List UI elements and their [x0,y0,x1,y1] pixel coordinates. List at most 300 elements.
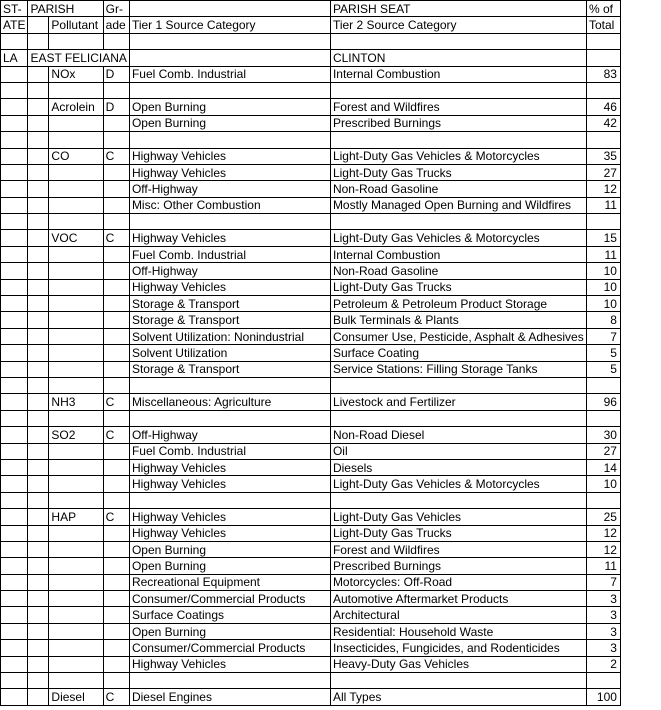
tier2-cell: Non-Road Diesel [330,427,586,443]
tier2-cell: Heavy-Duty Gas Vehicles [330,656,586,672]
tier1-cell: Highway Vehicles [129,459,330,475]
parish-cell [28,246,49,262]
table-row [1,296,621,312]
state-cell [1,312,28,328]
tier2-cell: Light-Duty Gas Vehicles & Motorcycles [330,230,586,246]
tier2-cell: Automotive Aftermarket Products [330,591,586,607]
parish-cell [28,476,49,492]
spacer-cell [129,132,330,148]
parish-cell [28,558,49,574]
pollutant-cell [49,459,103,475]
grade-cell: C [103,394,129,410]
spacer-cell [1,673,28,689]
grade-cell [103,361,129,377]
state-cell [1,66,28,82]
header-parish-seat: PARISH SEAT [330,1,586,17]
pollutant-cell [49,623,103,639]
location-blank [129,50,330,66]
tier2-cell: Consumer Use, Pesticide, Asphalt & Adhesives [330,328,586,344]
spacer-cell [49,673,103,689]
spacer-cell [586,132,620,148]
parish-cell [28,296,49,312]
parish-cell [28,509,49,525]
tier1-cell: Off-Highway [129,263,330,279]
percent-cell: 14 [586,459,620,475]
parish-cell [28,99,49,115]
spacer-cell [129,673,330,689]
spacer-cell [129,82,330,98]
spacer-cell [330,214,586,230]
tier2-cell: Light-Duty Gas Vehicles & Motorcycles [330,148,586,164]
grade-cell [103,345,129,361]
table-row [1,99,621,115]
spacer-cell [49,132,103,148]
tier1-cell: Off-Highway [129,427,330,443]
spacer-cell [28,214,49,230]
spacer-cell [330,377,586,393]
parish-cell [28,197,49,213]
spacer-cell [103,132,129,148]
percent-cell: 10 [586,296,620,312]
spacer-cell [1,214,28,230]
spacer-row [1,33,621,49]
location-seat: CLINTON [330,50,586,66]
tier2-cell: Light-Duty Gas Trucks [330,525,586,541]
table-row [1,263,621,279]
parish-cell [28,640,49,656]
state-cell [1,263,28,279]
spacer-row [1,492,621,508]
header-pollutant: Pollutant [49,17,103,33]
spacer-cell [103,492,129,508]
tier2-cell: Mostly Managed Open Burning and Wildfires [330,197,586,213]
spacer-cell [586,377,620,393]
grade-cell [103,558,129,574]
pollutant-cell: SO2 [49,427,103,443]
header-grade: Gr- [103,1,129,17]
state-cell [1,197,28,213]
grade-cell [103,164,129,180]
grade-cell: D [103,99,129,115]
tier2-cell: Internal Combustion [330,246,586,262]
table-row [1,246,621,262]
table-row [1,607,621,623]
percent-cell: 46 [586,99,620,115]
state-cell [1,525,28,541]
percent-cell: 83 [586,66,620,82]
header-blank-2 [28,17,49,33]
state-cell [1,656,28,672]
pollutant-cell [49,279,103,295]
spacer-cell [1,410,28,426]
state-cell [1,427,28,443]
header-row-1 [1,1,621,17]
tier1-cell: Highway Vehicles [129,230,330,246]
grade-cell [103,197,129,213]
tier1-cell: Off-Highway [129,181,330,197]
pollutant-cell [49,115,103,131]
grade-cell [103,476,129,492]
pollutant-cell [49,197,103,213]
state-cell [1,623,28,639]
header-tier2: Tier 2 Source Category [330,17,586,33]
parish-cell [28,230,49,246]
spacer-cell [28,673,49,689]
spacer-cell [129,377,330,393]
parish-cell [28,689,49,705]
table-row [1,66,621,82]
parish-cell [28,181,49,197]
spacer-cell [1,132,28,148]
grade-cell [103,263,129,279]
header-tier1: Tier 1 Source Category [129,17,330,33]
grade-cell [103,181,129,197]
percent-cell: 27 [586,164,620,180]
grade-cell [103,541,129,557]
parish-cell [28,312,49,328]
pollutant-cell [49,361,103,377]
spacer-cell [49,214,103,230]
spacer-row [1,82,621,98]
table-row [1,591,621,607]
spacer-cell [586,410,620,426]
spacer-cell [586,673,620,689]
state-cell [1,296,28,312]
parish-cell [28,164,49,180]
parish-cell [28,328,49,344]
parish-cell [28,345,49,361]
pollutant-cell [49,443,103,459]
pollutant-cell [49,328,103,344]
tier2-cell: Architectural [330,607,586,623]
grade-cell: C [103,230,129,246]
spacer-cell [49,377,103,393]
spacer-cell [28,410,49,426]
percent-cell: 30 [586,427,620,443]
percent-cell: 42 [586,115,620,131]
grade-cell [103,246,129,262]
spacer-cell [103,214,129,230]
spacer-cell [330,492,586,508]
state-cell [1,459,28,475]
tier2-cell: Diesels [330,459,586,475]
spacer-cell [103,82,129,98]
pollutant-cell [49,476,103,492]
table-row [1,328,621,344]
grade-cell [103,525,129,541]
grade-cell [103,656,129,672]
spacer-cell [49,82,103,98]
spacer-cell [1,377,28,393]
parish-cell [28,541,49,557]
tier1-cell: Fuel Comb. Industrial [129,66,330,82]
grade-cell [103,459,129,475]
state-cell [1,689,28,705]
percent-cell: 10 [586,476,620,492]
percent-cell: 8 [586,312,620,328]
percent-cell: 11 [586,558,620,574]
table-row [1,558,621,574]
emissions-table-body [1,1,621,706]
spacer-row [1,377,621,393]
tier2-cell: Livestock and Fertilizer [330,394,586,410]
pollutant-cell: VOC [49,230,103,246]
pollutant-cell: HAP [49,509,103,525]
parish-cell [28,66,49,82]
grade-cell [103,574,129,590]
grade-cell [103,312,129,328]
percent-cell: 5 [586,361,620,377]
tier1-cell: Highway Vehicles [129,656,330,672]
header-state-2: ATE [1,17,28,33]
state-cell [1,558,28,574]
table-row [1,361,621,377]
table-row [1,115,621,131]
state-cell [1,394,28,410]
spacer-row [1,673,621,689]
tier1-cell: Storage & Transport [129,312,330,328]
tier1-cell: Solvent Utilization: Nonindustrial [129,328,330,344]
tier1-cell: Storage & Transport [129,296,330,312]
spacer-cell [586,214,620,230]
tier2-cell: Insecticides, Fungicides, and Rodenticides [330,640,586,656]
tier1-cell: Recreational Equipment [129,574,330,590]
location-state: LA [1,50,28,66]
grade-cell [103,115,129,131]
pollutant-cell [49,558,103,574]
tier1-cell: Open Burning [129,558,330,574]
location-parish: EAST FELICIANA [28,50,129,66]
grade-cell: C [103,148,129,164]
percent-cell: 10 [586,263,620,279]
percent-cell: 10 [586,279,620,295]
tier1-cell: Highway Vehicles [129,164,330,180]
percent-cell: 25 [586,509,620,525]
header-row-2 [1,17,621,33]
state-cell [1,164,28,180]
pollutant-cell [49,541,103,557]
table-row [1,476,621,492]
pollutant-cell [49,525,103,541]
tier2-cell: Oil [330,443,586,459]
table-row [1,427,621,443]
spacer-cell [1,82,28,98]
table-row [1,689,621,705]
state-cell [1,230,28,246]
tier1-cell: Highway Vehicles [129,476,330,492]
tier2-cell: All Types [330,689,586,705]
parish-cell [28,148,49,164]
parish-cell [28,591,49,607]
pollutant-cell [49,263,103,279]
spacer-cell [49,492,103,508]
table-row [1,574,621,590]
percent-cell: 27 [586,443,620,459]
grade-cell [103,607,129,623]
spacer-cell [330,82,586,98]
grade-cell: C [103,689,129,705]
percent-cell: 96 [586,394,620,410]
spacer-cell [28,132,49,148]
tier2-cell: Residential: Household Waste [330,623,586,639]
tier2-cell: Non-Road Gasoline [330,263,586,279]
table-row [1,509,621,525]
pollutant-cell [49,591,103,607]
header-parish: PARISH [28,1,103,17]
table-row [1,443,621,459]
state-cell [1,115,28,131]
state-cell [1,476,28,492]
tier2-cell: Non-Road Gasoline [330,181,586,197]
tier2-cell: Service Stations: Filling Storage Tanks [330,361,586,377]
grade-cell [103,623,129,639]
grade-cell [103,279,129,295]
parish-cell [28,427,49,443]
tier2-cell: Bulk Terminals & Plants [330,312,586,328]
pollutant-cell [49,246,103,262]
state-cell [1,99,28,115]
spacer-row [1,214,621,230]
state-cell [1,443,28,459]
parish-cell [28,361,49,377]
parish-cell [28,443,49,459]
parish-cell [28,607,49,623]
pollutant-cell: NH3 [49,394,103,410]
tier1-cell: Open Burning [129,541,330,557]
tier1-cell: Storage & Transport [129,361,330,377]
table-row [1,623,621,639]
spacer-cell [330,673,586,689]
percent-cell: 11 [586,246,620,262]
tier2-cell: Internal Combustion [330,66,586,82]
spacer-cell [129,214,330,230]
tier2-cell: Light-Duty Gas Trucks [330,164,586,180]
state-cell [1,361,28,377]
tier1-cell: Miscellaneous: Agriculture [129,394,330,410]
pollutant-cell [49,640,103,656]
parish-cell [28,574,49,590]
table-row [1,459,621,475]
spacer-cell [28,377,49,393]
table-row [1,640,621,656]
pollutant-cell [49,164,103,180]
spacer-cell [103,377,129,393]
header-blank [129,1,330,17]
tier1-cell: Surface Coatings [129,607,330,623]
state-cell [1,328,28,344]
state-cell [1,640,28,656]
tier2-cell: Forest and Wildfires [330,99,586,115]
state-cell [1,574,28,590]
table-row [1,394,621,410]
percent-cell: 7 [586,328,620,344]
spacer-row [1,410,621,426]
percent-cell: 35 [586,148,620,164]
tier2-cell: Prescribed Burnings [330,115,586,131]
tier2-cell: Forest and Wildfires [330,541,586,557]
percent-cell: 3 [586,591,620,607]
state-cell [1,541,28,557]
state-cell [1,345,28,361]
grade-cell: D [103,66,129,82]
percent-cell: 3 [586,640,620,656]
tier2-cell: Light-Duty Gas Trucks [330,279,586,295]
spacer-cell [330,410,586,426]
percent-cell: 3 [586,607,620,623]
grade-cell: C [103,427,129,443]
header-grade-2: ade [103,17,129,33]
spacer-cell [103,410,129,426]
table-row [1,148,621,164]
pollutant-cell: Acrolein [49,99,103,115]
parish-cell [28,115,49,131]
parish-cell [28,279,49,295]
pollutant-cell [49,656,103,672]
pollutant-cell: CO [49,148,103,164]
location-row [1,50,621,66]
pollutant-cell [49,607,103,623]
percent-cell: 3 [586,623,620,639]
tier1-cell: Open Burning [129,115,330,131]
tier1-cell: Misc: Other Combustion [129,197,330,213]
percent-cell: 7 [586,574,620,590]
parish-cell [28,623,49,639]
spacer-cell [129,492,330,508]
table-row [1,345,621,361]
spacer-cell [28,492,49,508]
spacer-cell [586,82,620,98]
grade-cell: C [103,509,129,525]
header-total: Total [586,17,620,33]
parish-cell [28,394,49,410]
tier1-cell: Open Burning [129,623,330,639]
percent-cell: 100 [586,689,620,705]
tier2-cell: Light-Duty Gas Vehicles & Motorcycles [330,476,586,492]
tier1-cell: Diesel Engines [129,689,330,705]
state-cell [1,279,28,295]
tier2-cell: Light-Duty Gas Vehicles [330,509,586,525]
tier1-cell: Highway Vehicles [129,148,330,164]
grade-cell [103,296,129,312]
percent-cell: 11 [586,197,620,213]
pollutant-cell [49,345,103,361]
parish-cell [28,656,49,672]
tier2-cell: Surface Coating [330,345,586,361]
pollutant-cell [49,181,103,197]
spacer-cell [586,492,620,508]
grade-cell [103,443,129,459]
spacer-cell [129,410,330,426]
spacer-cell [330,132,586,148]
tier1-cell: Open Burning [129,99,330,115]
location-blank-2 [586,50,620,66]
state-cell [1,509,28,525]
parish-cell [28,263,49,279]
table-row [1,230,621,246]
percent-cell: 12 [586,181,620,197]
spacer-cell [1,492,28,508]
percent-cell: 2 [586,656,620,672]
tier2-cell: Prescribed Burnings [330,558,586,574]
table-row [1,541,621,557]
pollutant-cell [49,296,103,312]
percent-cell: 12 [586,525,620,541]
tier1-cell: Fuel Comb. Industrial [129,443,330,459]
state-cell [1,607,28,623]
state-cell [1,591,28,607]
grade-cell [103,328,129,344]
percent-cell: 5 [586,345,620,361]
